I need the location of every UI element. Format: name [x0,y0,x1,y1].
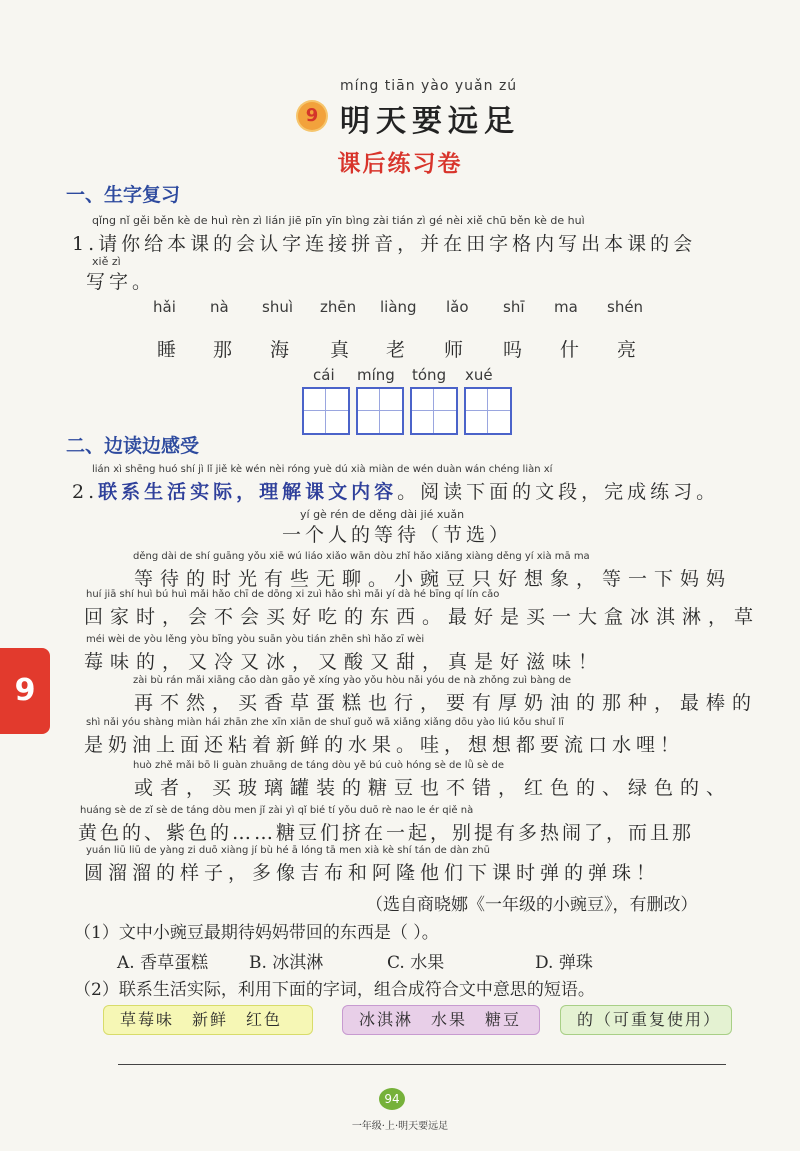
write-pinyin: míng [357,366,395,384]
section-heading-review: 一、生字复习 [66,184,181,206]
write-pinyin: cái [313,366,335,384]
character-option[interactable]: 老 [386,339,406,361]
passage-pinyin: děng dài de shí guāng yǒu xiē wú liáo xiǎo wān dòu zhǐ hǎo xiǎng xiàng děng yí xià mā ma [133,551,590,562]
passage-line: 是奶油上面还粘着新鲜的水果。哇，想想都要流口水哩！ [84,734,685,756]
pinyin-option[interactable]: hǎi [153,298,176,316]
sub-question-2: （2）联系生活实际，利用下面的字词，组合成符合文中意思的短语。 [74,980,595,1000]
title-pinyin: míng tiān yào yuǎn zú [340,78,518,94]
passage-line: 圆溜溜的样子，多像吉布和阿隆他们下课时弹的弹珠！ [84,862,661,884]
pinyin-option[interactable]: shén [607,298,644,316]
passage-pinyin: huáng sè de zǐ sè de táng dòu men jǐ zài yì qǐ bié tí yǒu duō rè nao le ér qiě nà [80,805,474,816]
passage-line: 等待的时光有些无聊。小豌豆只好想象，等一下妈妈 [134,568,733,590]
passage-title-pinyin: yí gè rén de děng dài jié xuǎn [300,508,465,521]
character-option[interactable]: 亮 [617,339,637,361]
passage-pinyin: huí jiā shí huì bú huì mǎi hǎo chī de dōng xi zuì hǎo shì mǎi yí dà hé bīng qí lín cǎo [86,589,500,600]
writing-grid-box[interactable] [410,387,458,435]
q2-bold-text: 联系生活实际，理解课文内容 [98,481,398,503]
passage-line: 回家时，会不会买好吃的东西。最好是买一大盒冰淇淋，草 [84,606,761,628]
section-heading-reading: 二、边读边感受 [66,435,200,457]
write-pinyin: xué [465,366,493,384]
pinyin-option[interactable]: liàng [380,298,417,316]
pinyin-option[interactable]: shuì [262,298,293,316]
passage-pinyin: huò zhě mǎi bō li guàn zhuāng de táng dòu yě bú cuò hóng sè de lǜ sè de [133,760,505,771]
passage-pinyin: yuán liū liū de yàng zi duō xiàng jí bù hé ā lóng tā men xià kè shí tán de dàn zhū [86,845,490,856]
q2-rest-text: 。阅读下面的文段，完成练习。 [397,481,720,503]
pinyin-option[interactable]: ma [554,298,578,316]
pinyin-option[interactable]: lǎo [446,298,469,316]
q1-pinyin-line2: xiě zì [92,255,121,268]
writing-grid-box[interactable] [356,387,404,435]
lesson-side-tab: 9 [0,648,50,734]
q2-instruction [72,477,719,504]
page-number-badge: 94 [379,1088,405,1110]
write-pinyin: tóng [412,366,447,384]
word-group-3: 的（可重复使用） [560,1005,732,1035]
sub-question-1: （1）文中小豌豆最期待妈妈带回的东西是（ ）。 [74,923,439,943]
writing-grid-box[interactable] [302,387,350,435]
passage-pinyin: shì nǎi yóu shàng miàn hái zhān zhe xīn xiān de shuǐ guǒ wā xiǎng xiǎng dōu yào liú kǒu shuǐ lī [86,717,564,728]
passage-title: 一个人的等待（节选） [282,524,513,546]
answer-option-a[interactable]: A. 香草蛋糕 [117,953,209,973]
lesson-number-badge: 9 [298,102,326,130]
pinyin-option[interactable]: shī [503,298,525,316]
passage-line: 再不然，买香草蛋糕也行，要有厚奶油的那种，最棒的 [134,692,759,714]
q1-text-line2: 写字。 [86,271,156,293]
answer-option-d[interactable]: D. 弹珠 [535,953,593,973]
passage-line: 莓味的，又冷又冰，又酸又甜，真是好滋味！ [84,651,605,673]
word-group-1: 草莓味 新鲜 红色 [103,1005,313,1035]
footer-text: 一年级·上·明天要远足 [351,1121,449,1132]
pinyin-option[interactable]: zhēn [320,298,357,316]
passage-line: 或者，买玻璃罐装的糖豆也不错，红色的、绿色的、 [134,777,733,799]
passage-pinyin: méi wèi de yòu lěng yòu bīng yòu suān yòu tián zhēn shì hǎo zī wèi [86,634,425,645]
character-option[interactable]: 师 [444,339,464,361]
word-group-2: 冰淇淋 水果 糖豆 [342,1005,540,1035]
character-option[interactable]: 海 [270,339,290,361]
lesson-title: 明天要远足 [340,104,520,139]
q2-pinyin: lián xì shēng huó shí jì lǐ jiě kè wén nèi róng yuè dú xià miàn de wén duàn wán chéng liàn xí [92,464,553,475]
writing-grid-box[interactable] [464,387,512,435]
answer-option-b[interactable]: B. 冰淇淋 [249,953,324,973]
q1-pinyin-line1: qǐng nǐ gěi běn kè de huì rèn zì lián jiē pīn yīn bìng zài tián zì gé nèi xiě chū běn kè de huì [92,214,585,227]
footer-divider [118,1064,726,1065]
character-option[interactable]: 真 [330,339,350,361]
passage-line: 黄色的、紫色的……糖豆们挤在一起，别提有多热闹了，而且那 [78,822,695,844]
character-option[interactable]: 吗 [503,339,523,361]
character-option[interactable]: 那 [213,339,233,361]
character-option[interactable]: 睡 [157,339,177,361]
q2-number: 2. [72,481,99,503]
worksheet-subtitle: 课后练习卷 [337,150,463,177]
passage-pinyin: zài bù rán mǎi xiāng cǎo dàn gāo yě xíng yào yǒu hòu nǎi yóu de nà zhǒng zuì bàng de [133,675,572,686]
character-option[interactable]: 什 [560,339,580,361]
passage-source: （选自商晓娜《一年级的小豌豆》，有删改） [366,895,698,915]
q1-text-line1: 1.请你给本课的会认字连接拼音，并在田字格内写出本课的会 [72,233,697,255]
answer-option-c[interactable]: C. 水果 [387,953,445,973]
pinyin-option[interactable]: nà [210,298,229,316]
